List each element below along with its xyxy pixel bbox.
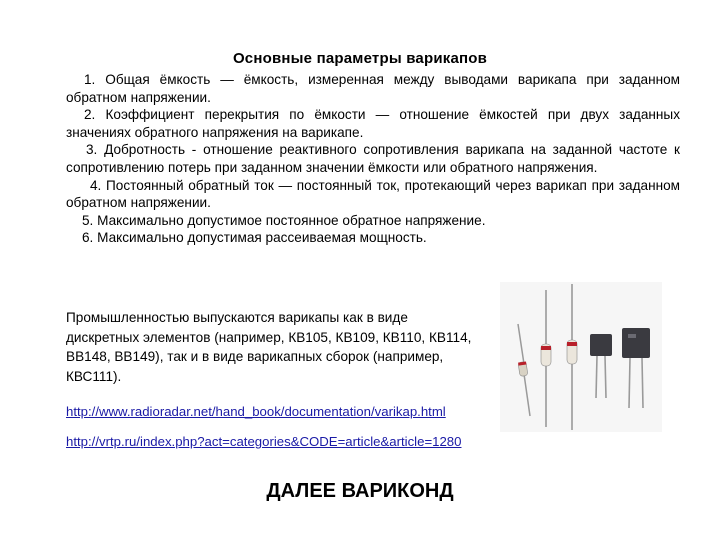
parameter-item: 4. Постоянный обратный ток — постоянный ток, протекающий через варикап при заданном обратном напряжении. [66,177,680,211]
diode-glass-2 [567,284,577,430]
varicap-illustration [500,282,662,432]
link-vrtp[interactable]: http://vrtp.ru/index.php?act=categories&CODE=article&article=1280 [66,434,462,449]
parameter-item: 3. Добротность - отношение реактивного сопротивления варикапа на заданной частоте к сопротивлению потерь при заданном значении ёмкости или обратного напряжения. [66,142,680,175]
parameter-item: 2. Коэффициент перекрытия по ёмкости — отношение ёмкостей при двух заданных значениях обратного напряжения на варикапе. [66,107,680,140]
page-title: Основные параметры варикапов [232,50,488,67]
link-radioradar[interactable]: http://www.radioradar.net/hand_book/documentation/varikap.html [66,404,446,419]
parameter-item: 1. Общая ёмкость — ёмкость, измеренная между выводами варикапа при заданном обратном напряжении. [66,72,680,105]
next-topic-heading: ДАЛЕЕ ВАРИКОНД [266,480,454,502]
parameter-item: 5. Максимально допустимое постоянное обратное напряжение. [82,212,486,228]
industry-paragraph: Промышленностью выпускаются варикапы как в виде дискретных элементов (например, КВ105, КВ109, КВ110, КВ114, ВВ148, ВВ149), так и в виде варикапных сборок (например, КВС111). [66,310,472,384]
diode-small [518,324,530,416]
parameters-list [66,71,680,247]
varicap-package-large [622,328,650,408]
varicap-photo [500,282,662,432]
diode-glass-1 [541,290,551,427]
parameter-item: 6. Максимально допустимая рассеиваемая мощность. [82,230,427,246]
varicap-package-small [590,334,612,398]
